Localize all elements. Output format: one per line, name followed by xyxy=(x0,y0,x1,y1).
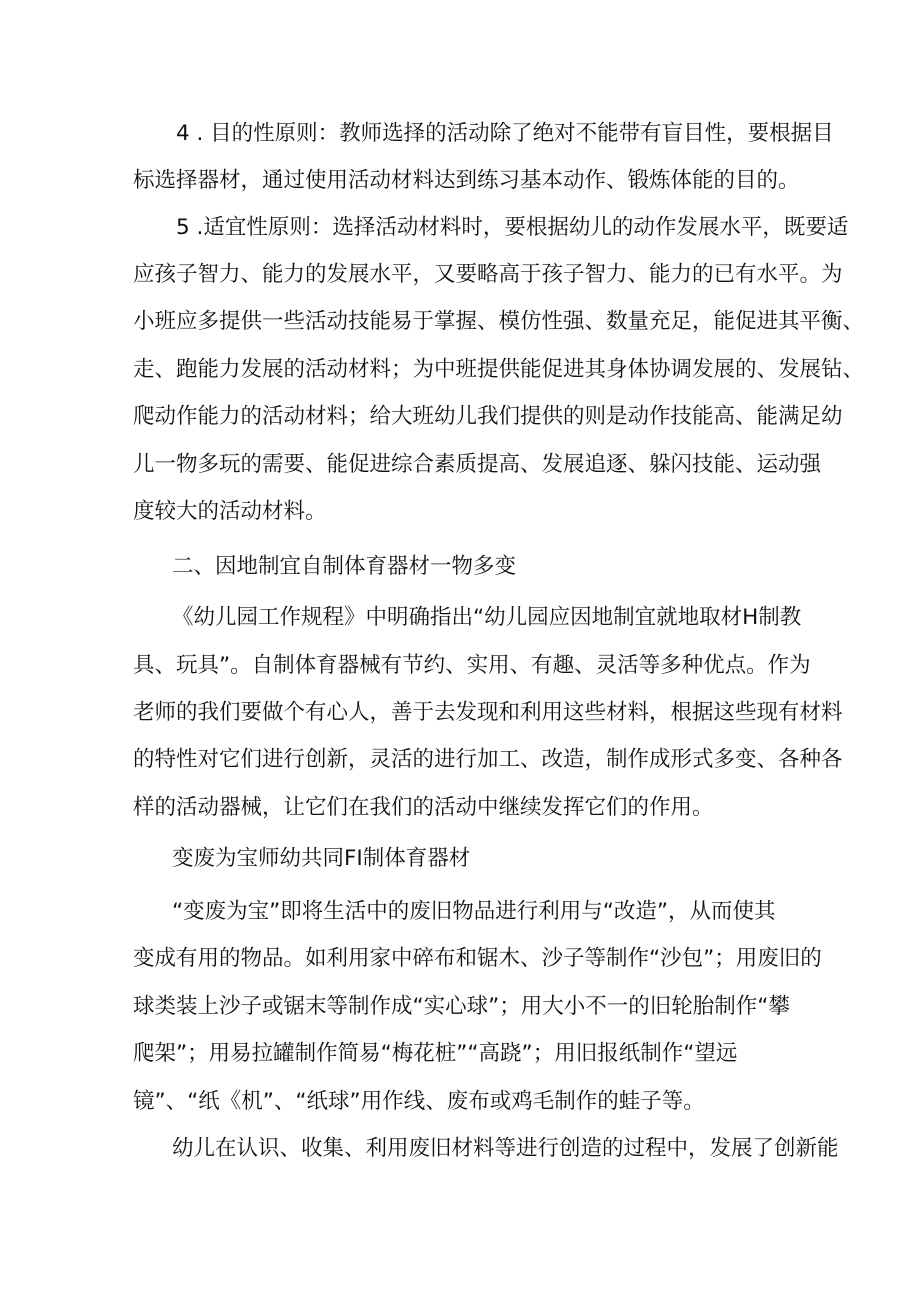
principle-4-line-1: 4 . 目的性原则：教师选择的活动除了绝对不能带有盲目性，要根据目 xyxy=(176,121,834,146)
regulation-line-2: 具、玩具”。自制体育器械有节约、实用、有趣、灵活等多种优点。作为 xyxy=(133,653,811,678)
section-heading: 二、因地制宜自制体育器材一物多变 xyxy=(172,554,517,579)
waste-line-3: 球类装上沙子或锯末等制作成“实心球”；用大小不一的旧轮胎制作“攀 xyxy=(133,994,790,1019)
regulation-line-4: 的特性对它们进行创新，灵活的进行加工、改造，制作成形式多变、各种各 xyxy=(133,747,843,772)
regulation-line-5: 样的活动器械，让它们在我们的活动中继续发挥它们的作用。 xyxy=(133,795,714,820)
waste-line-1: “变废为宝”即将生活中的废旧物品进行利用与“改造”，从而使其 xyxy=(172,899,776,924)
waste-line-4: 爬架”；用易拉罐制作简易“梅花桩”“高跷”；用旧报纸制作“望远 xyxy=(133,1041,738,1066)
subheading: 变废为宝师幼共同FI制体育器材 xyxy=(172,846,471,871)
waste-line-5: 镜”、“纸《机”、“纸球”用作线、废布或鸡毛制作的蛙子等。 xyxy=(133,1089,705,1114)
principle-5-line-5: 爬动作能力的活动材料；给大班幼儿我们提供的则是动作技能高、能满足幼 xyxy=(133,404,843,429)
principle-5-line-7: 度较大的活动材料。 xyxy=(133,499,327,524)
regulation-line-1: 《幼儿园工作规程》中明确指出“幼儿园应因地制宜就地取材H制教 xyxy=(172,605,802,630)
principle-5-line-1: 5 .适宜性原则：选择活动材料时，要根据幼儿的动作发展水平，既要适 xyxy=(176,215,849,240)
principle-4-line-2: 标选择器材，通过使用活动材料达到练习基本动作、锻炼体能的目的。 xyxy=(133,168,800,193)
principle-5-line-2: 应孩子智力、能力的发展水平，又要略高于孩子智力、能力的已有水平。为 xyxy=(133,262,843,287)
waste-line-2: 变成有用的物品。如利用家中碎布和锯木、沙子等制作“沙包”；用废旧的 xyxy=(133,946,822,971)
principle-5-line-3: 小班应多提供一些活动技能易于掌握、模仿性强、数量充足，能促进其平衡、 xyxy=(133,309,865,334)
closing-line-1: 幼儿在认识、收集、利用废旧材料等进行创造的过程中，发展了创新能 xyxy=(172,1136,839,1161)
principle-5-line-6: 儿一物多玩的需要、能促进综合素质提高、发展追逐、躲闪技能、运动强 xyxy=(133,452,822,477)
regulation-line-3: 老师的我们要做个有心人，善于去发现和利用这些材料，根据这些现有材料 xyxy=(133,700,843,725)
principle-5-line-4: 走、跑能力发展的活动材料；为中班提供能促进其身体协调发展的、发展钻、 xyxy=(133,357,865,382)
